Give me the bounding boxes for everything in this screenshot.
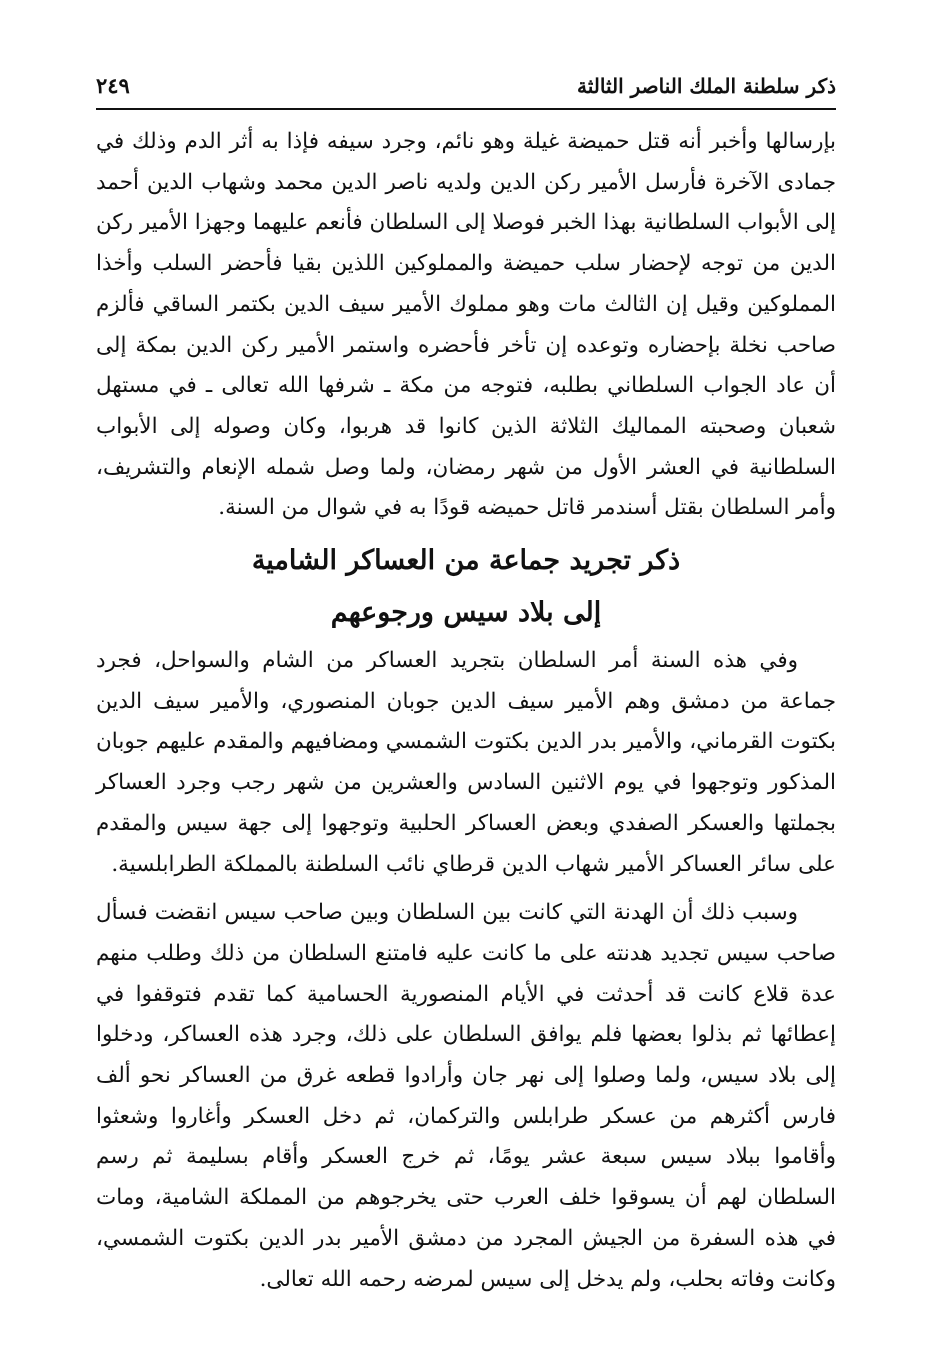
section-heading-line-2: إلى بلاد سيس ورجوعهم [330,597,602,629]
body-text [96,122,836,1300]
paragraph: وفي هذه السنة أمر السلطان بتجريد العساكر من الشام والسواحل، فجرد جماعة من دمشق وهم الأمير سيف الدين جوبان المنصوري، والأمير سيف الدين بكتوت القرماني، والأمير بدر الدين بكتوت الشمسي ومضافيهم والمقدم عليهم جوبان المذكور وتوجهوا في يوم الاثنين السادس والعشرين من شهر رجب وجرد العساكر بجملتها والعسكر الصفدي وبعض العساكر الحلبية وتوجهوا إلى جهة سيس والمقدم على سائر العساكر الأمير شهاب الدين قرطاي نائب السلطنة بالمملكة الطرابلسية. [96,648,836,877]
book-page [96,60,836,1300]
running-title: ذكر سلطنة الملك الناصر الثالثة [577,74,836,98]
section-heading [96,535,836,639]
section-heading-line-1: ذكر تجريد جماعة من العساكر الشامية [251,545,681,577]
running-head [96,60,836,110]
page-number: ٢٤٩ [96,73,130,98]
paragraph-continued: بإرسالها وأخبر أنه قتل حميضة غيلة وهو نائم، وجرد سيفه فإذا به أثر الدم وذلك في جمادى الآخرة فأرسل الأمير ركن الدين ولديه ناصر الدين محمد وشهاب الدين أحمد إلى الأبواب السلطانية بهذا الخبر فوصلا إلى السلطان فأنعم عليهما وجهزا الأمير ركن الدين من توجه لإحضار سلب حميضة والمملوكين اللذين بقيا فأحضر السلب وأخذا المملوكين وقيل إن الثالث مات وهو مملوك الأمير سيف الدين بكتمر الساقي فألزم صاحب نخلة بإحضاره وتوعده إن تأخر فأحضره واستمر الأمير ركن الدين بمكة إلى أن عاد الجواب السلطاني بطلبه، فتوجه من مكة ـ شرفها الله تعالى ـ في مستهل شعبان وصحبته المماليك الثلاثة الذين كانوا قد هربوا، وكان وصوله إلى الأبواب السلطانية في العشر الأول من شهر رمضان، ولما وصل شمله الإنعام والتشريف، وأمر السلطان بقتل أسندمر قاتل حميضه قودًا به في شوال من السنة. [96,129,836,521]
paragraph: وسبب ذلك أن الهدنة التي كانت بين السلطان وبين صاحب سيس انقضت فسأل صاحب سيس تجديد هدنته على ما كانت عليه فامتنع السلطان من ذلك وطلب منهم عدة قلاع كانت قد أحدثت في الأيام المنصورية الحسامية كما تقدم فتوقفوا في إعطائها ثم بذلوا بعضها فلم يوافق السلطان على ذلك، وجرد هذه العساكر، ودخلوا إلى بلاد سيس، ولما وصلوا إلى نهر جان وأرادوا قطعه غرق من العساكر نحو ألف فارس أكثرهم من عسكر طرابلس والتركمان، ثم دخل العسكر وأغاروا وشعثوا وأقاموا ببلاد سيس سبعة عشر يومًا، ثم خرج العسكر وأقام بسليمة ثم رسم السلطان لهم أن يسوقوا خلف العرب حتى يخرجوهم من المملكة الشامية، ومات في هذه السفرة من الجيش المجرد من دمشق الأمير بدر الدين بكتوت الشمسي، وكانت وفاته بحلب، ولم يدخل إلى سيس لمرضه رحمه الله تعالى. [96,900,836,1292]
paragraph-spacer [96,885,836,893]
